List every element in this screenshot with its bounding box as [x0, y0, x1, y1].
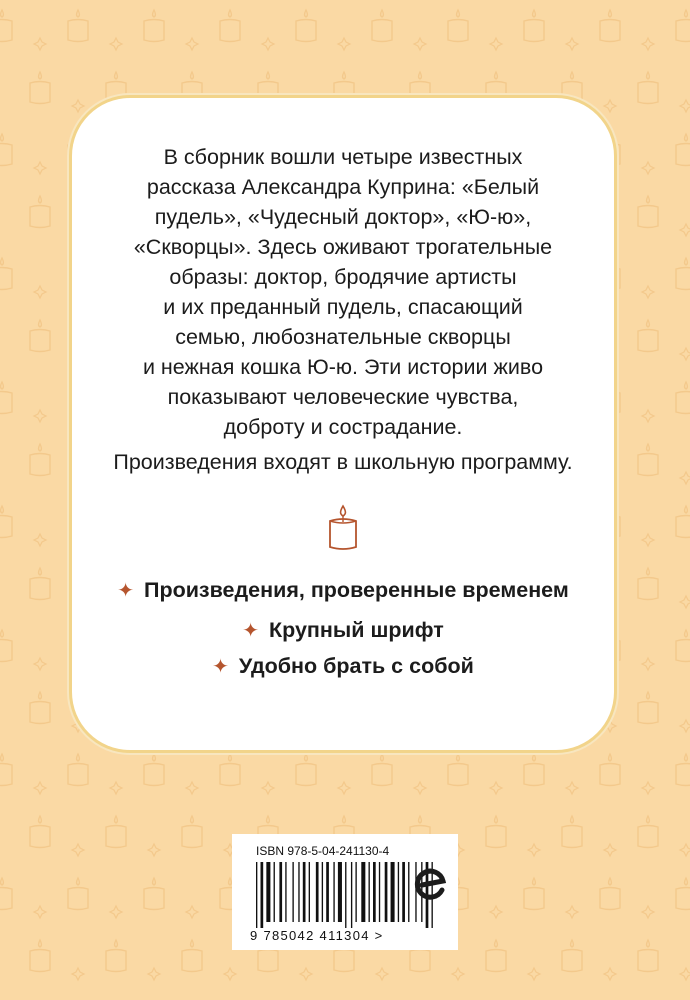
pattern-star-icon: [680, 844, 690, 856]
pattern-star-icon: [110, 38, 122, 50]
candle-icon: [326, 503, 360, 553]
description-line: и их преданный пудель, спасающий: [163, 295, 523, 319]
barcode-bar: [379, 862, 380, 922]
pattern-candle-icon: [0, 506, 12, 538]
description-line: доброту и сострадание.: [223, 415, 463, 439]
pattern-star-icon: [376, 968, 388, 980]
pattern-candle-icon: [638, 940, 658, 972]
description-line: образы: доктор, бродячие артисты: [169, 265, 517, 289]
pattern-star-icon: [72, 100, 84, 112]
pattern-candle-icon: [562, 816, 582, 848]
pattern-candle-icon: [68, 754, 88, 786]
pattern-star-icon: [34, 906, 46, 918]
pattern-candle-icon: [676, 10, 690, 42]
pattern-star-icon: [110, 782, 122, 794]
pattern-star-icon: [34, 162, 46, 174]
description-text: [82, 142, 604, 442]
pattern-candle-icon: [486, 940, 506, 972]
barcode-bar: [261, 862, 264, 928]
pattern-star-icon: [680, 968, 690, 980]
barcode-bar: [361, 862, 365, 922]
pattern-candle-icon: [600, 10, 620, 42]
pattern-star-icon: [34, 286, 46, 298]
pattern-star-icon: [528, 968, 540, 980]
pattern-candle-icon: [68, 10, 88, 42]
pattern-star-icon: [262, 782, 274, 794]
pattern-candle-icon: [30, 320, 50, 352]
pattern-candle-icon: [448, 10, 468, 42]
pattern-candle-icon: [0, 754, 12, 786]
pattern-star-icon: [680, 348, 690, 360]
barcode-bar: [398, 862, 399, 922]
pattern-candle-icon: [30, 72, 50, 104]
pattern-star-icon: [34, 534, 46, 546]
pattern-star-icon: [604, 720, 616, 732]
barcode-bar: [355, 862, 356, 922]
pattern-star-icon: [338, 782, 350, 794]
pattern-star-icon: [566, 782, 578, 794]
pattern-candle-icon: [182, 940, 202, 972]
pattern-star-icon: [414, 38, 426, 50]
pattern-candle-icon: [106, 940, 126, 972]
pattern-star-icon: [414, 782, 426, 794]
feature-item: [72, 654, 614, 679]
pattern-star-icon: [452, 968, 464, 980]
pattern-star-icon: [34, 658, 46, 670]
pattern-candle-icon: [676, 878, 690, 910]
description-line: В сборник вошли четыре известных: [163, 145, 523, 169]
pattern-candle-icon: [106, 816, 126, 848]
pattern-candle-icon: [30, 568, 50, 600]
pattern-candle-icon: [600, 754, 620, 786]
sparkle-icon: ✦: [212, 656, 229, 678]
barcode-bar: [351, 862, 352, 928]
pattern-star-icon: [148, 844, 160, 856]
pattern-star-icon: [72, 844, 84, 856]
pattern-candle-icon: [30, 816, 50, 848]
pattern-star-icon: [110, 906, 122, 918]
pattern-candle-icon: [638, 72, 658, 104]
description-line: пудель», «Чудесный доктор», «Ю-ю»,: [154, 205, 532, 229]
barcode-digits: 9 785042 411304 >: [250, 928, 384, 943]
pattern-star-icon: [300, 968, 312, 980]
barcode-bar: [298, 862, 299, 922]
barcode-bar: [285, 862, 286, 922]
pattern-star-icon: [490, 906, 502, 918]
pattern-candle-icon: [638, 692, 658, 724]
pattern-star-icon: [680, 720, 690, 732]
barcode-bar: [373, 862, 376, 922]
barcode-bar: [316, 862, 319, 922]
pattern-candle-icon: [144, 754, 164, 786]
pattern-star-icon: [72, 968, 84, 980]
pattern-candle-icon: [144, 878, 164, 910]
feature-label: Крупный шрифт: [268, 618, 444, 642]
pattern-candle-icon: [144, 10, 164, 42]
pattern-candle-icon: [30, 196, 50, 228]
school-program-note: Произведения входят в школьную программу.: [113, 450, 573, 474]
pattern-star-icon: [604, 100, 616, 112]
barcode-bar: [345, 862, 346, 928]
pattern-candle-icon: [30, 692, 50, 724]
barcode-bar: [391, 862, 395, 922]
pattern-star-icon: [680, 596, 690, 608]
barcode-bar: [309, 862, 310, 922]
pattern-star-icon: [148, 968, 160, 980]
pattern-candle-icon: [220, 10, 240, 42]
pattern-candle-icon: [0, 134, 12, 166]
barcode-bar: [292, 862, 293, 922]
pattern-star-icon: [34, 38, 46, 50]
pattern-candle-icon: [448, 754, 468, 786]
pattern-star-icon: [642, 658, 654, 670]
feature-item: [72, 578, 614, 603]
pattern-candle-icon: [676, 382, 690, 414]
pattern-candle-icon: [220, 754, 240, 786]
description-line: рассказа Александра Куприна: «Белый: [146, 175, 540, 199]
pattern-star-icon: [642, 286, 654, 298]
description-line: семью, любознательные скворцы: [175, 325, 511, 349]
pattern-star-icon: [642, 162, 654, 174]
pattern-candle-icon: [372, 10, 392, 42]
barcode-bar: [256, 862, 257, 928]
sparkle-icon: ✦: [242, 620, 259, 642]
pattern-star-icon: [566, 38, 578, 50]
pattern-candle-icon: [676, 754, 690, 786]
pattern-star-icon: [642, 782, 654, 794]
barcode-bar: [322, 862, 323, 922]
pattern-candle-icon: [562, 940, 582, 972]
eksmo-logo-icon: [410, 866, 450, 906]
pattern-candle-icon: [182, 816, 202, 848]
pattern-star-icon: [680, 100, 690, 112]
barcode-bar: [333, 862, 334, 922]
pattern-candle-icon: [0, 382, 12, 414]
description-line: и нежная кошка Ю-ю. Эти истории живо: [142, 355, 544, 379]
feature-label: Удобно брать с собой: [238, 654, 474, 678]
pattern-star-icon: [642, 906, 654, 918]
description-line: «Скворцы». Здесь оживают трогательные: [133, 235, 553, 259]
pattern-star-icon: [490, 782, 502, 794]
pattern-candle-icon: [0, 10, 12, 42]
pattern-candle-icon: [0, 878, 12, 910]
pattern-star-icon: [642, 38, 654, 50]
feature-item: [72, 618, 614, 643]
pattern-candle-icon: [600, 878, 620, 910]
pattern-candle-icon: [0, 630, 12, 662]
pattern-star-icon: [642, 410, 654, 422]
barcode-bar: [402, 862, 405, 922]
barcode-bar: [385, 862, 388, 922]
pattern-star-icon: [680, 224, 690, 236]
pattern-candle-icon: [524, 10, 544, 42]
barcode-bar: [369, 862, 370, 922]
pattern-candle-icon: [638, 816, 658, 848]
pattern-star-icon: [34, 782, 46, 794]
pattern-candle-icon: [676, 134, 690, 166]
pattern-candle-icon: [68, 878, 88, 910]
pattern-star-icon: [34, 410, 46, 422]
isbn-label: ISBN 978-5-04-241130-4: [256, 844, 390, 858]
sparkle-icon: ✦: [117, 580, 134, 602]
pattern-star-icon: [604, 968, 616, 980]
pattern-candle-icon: [676, 506, 690, 538]
pattern-star-icon: [528, 844, 540, 856]
pattern-star-icon: [186, 782, 198, 794]
pattern-star-icon: [566, 906, 578, 918]
pattern-candle-icon: [638, 444, 658, 476]
pattern-star-icon: [262, 38, 274, 50]
pattern-candle-icon: [296, 10, 316, 42]
pattern-candle-icon: [0, 258, 12, 290]
pattern-star-icon: [680, 472, 690, 484]
feature-label: Произведения, проверенные временем: [144, 578, 569, 602]
pattern-candle-icon: [524, 878, 544, 910]
pattern-star-icon: [490, 38, 502, 50]
pattern-candle-icon: [486, 816, 506, 848]
pattern-candle-icon: [676, 258, 690, 290]
pattern-candle-icon: [638, 568, 658, 600]
barcode-bar: [279, 862, 282, 922]
pattern-star-icon: [224, 968, 236, 980]
barcode-bar: [274, 862, 275, 922]
pattern-star-icon: [642, 534, 654, 546]
pattern-candle-icon: [638, 320, 658, 352]
description-line: показывают человеческие чувства,: [167, 385, 519, 409]
pattern-star-icon: [338, 38, 350, 50]
pattern-candle-icon: [296, 754, 316, 786]
pattern-candle-icon: [638, 196, 658, 228]
pattern-candle-icon: [676, 630, 690, 662]
pattern-candle-icon: [372, 754, 392, 786]
pattern-candle-icon: [524, 754, 544, 786]
barcode-bar: [303, 862, 306, 922]
description-card: [72, 98, 614, 750]
pattern-star-icon: [186, 906, 198, 918]
pattern-candle-icon: [30, 444, 50, 476]
pattern-star-icon: [186, 38, 198, 50]
pattern-candle-icon: [30, 940, 50, 972]
barcode-bar: [266, 862, 270, 922]
pattern-star-icon: [604, 844, 616, 856]
barcode-bar: [326, 862, 329, 922]
barcode-bar: [338, 862, 342, 922]
